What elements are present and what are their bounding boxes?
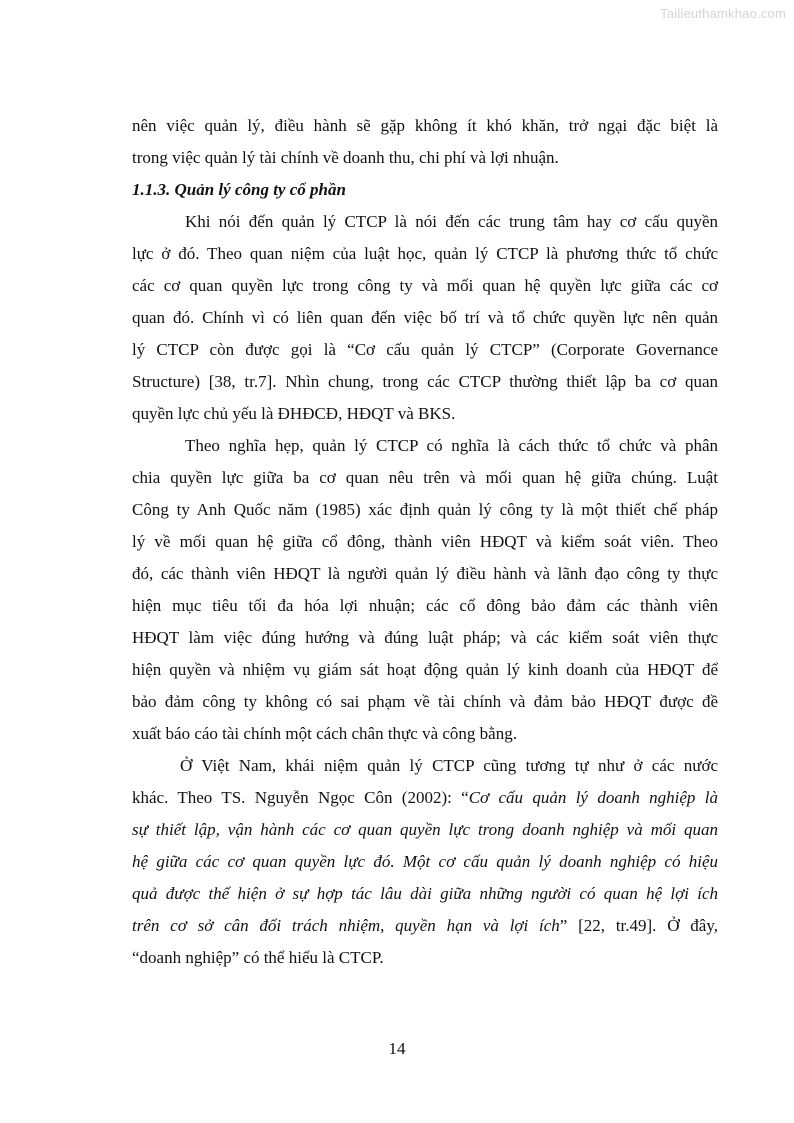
- paragraph-line: Theo nghĩa hẹp, quản lý CTCP có nghĩa là cách thức tổ chức và phân: [185, 436, 718, 455]
- page-number: 14: [388, 1039, 406, 1058]
- quote-line: hệ giữa các cơ quan quyền lực đó. Một cơ cấu quản lý doanh nghiệp có hiệu: [132, 852, 718, 871]
- paragraph-line: Ở Việt Nam, khái niệm quản lý CTCP cũng tương tự như ở các nước: [180, 756, 718, 775]
- paragraph-line: Công ty Anh Quốc năm (1985) xác định quản lý công ty là một thiết chế pháp: [132, 500, 718, 519]
- watermark: Tailieuthamkhao.com: [660, 6, 786, 21]
- intro-line-2: trong việc quản lý tài chính về doanh thu, chi phí và lợi nhuận.: [132, 148, 559, 167]
- quote-line: sự thiết lập, vận hành các cơ quan quyền lực trong doanh nghiệp và mối quan: [132, 820, 718, 839]
- paragraph-line: quan đó. Chính vì có liên quan đến việc bố trí và tổ chức quyền lực nên quản: [132, 308, 718, 327]
- paragraph-line: Khi nói đến quản lý CTCP là nói đến các trung tâm hay cơ cấu quyền: [185, 212, 718, 231]
- intro-line-1: nên việc quản lý, điều hành sẽ gặp không ít khó khăn, trở ngại đặc biệt là: [132, 116, 718, 135]
- paragraph-line: các cơ quan quyền lực trong công ty và mối quan hệ quyền lực giữa các cơ: [132, 276, 718, 295]
- paragraph-line: hiện mục tiêu tối đa hóa lợi nhuận; các cổ đông bảo đảm các thành viên: [132, 596, 718, 615]
- paragraph-line: quyền lực chủ yếu là ĐHĐCĐ, HĐQT và BKS.: [132, 404, 456, 423]
- paragraph-line: hiện quyền và nhiệm vụ giám sát hoạt động quản lý kinh doanh của HĐQT để: [132, 660, 718, 679]
- paragraph-line: HĐQT làm việc đúng hướng và đúng luật pháp; và các kiểm soát viên thực: [132, 628, 718, 647]
- paragraph-line: lực ở đó. Theo quan niệm của luật học, quản lý CTCP là phương thức tổ chức: [132, 244, 718, 263]
- paragraph-line-mixed: [132, 782, 718, 814]
- section-heading: 1.1.3. Quản lý công ty cổ phần: [132, 180, 346, 199]
- paragraph-line: lý CTCP còn được gọi là “Cơ cấu quản lý CTCP” (Corporate Governance: [132, 340, 718, 359]
- quote-text: trên cơ sở cân đối trách nhiệm, quyền hạn và lợi ích: [132, 916, 560, 935]
- paragraph-line: lý về mối quan hệ giữa cổ đông, thành viên HĐQT và kiểm soát viên. Theo: [132, 532, 718, 551]
- quote-text: Cơ cấu quản lý doanh nghiệp là: [468, 788, 718, 807]
- paragraph-line: chia quyền lực giữa ba cơ quan nêu trên và mối quan hệ giữa chúng. Luật: [132, 468, 718, 487]
- paragraph-line: “doanh nghiệp” có thể hiểu là CTCP.: [132, 948, 384, 967]
- paragraph-line: Structure) [38, tr.7]. Nhìn chung, trong các CTCP thường thiết lập ba cơ quan: [132, 372, 718, 391]
- paragraph-line: đó, các thành viên HĐQT là người quản lý điều hành và lãnh đạo công ty thực: [132, 564, 718, 583]
- plain-text: khác. Theo TS. Nguyễn Ngọc Côn (2002): “: [132, 788, 469, 807]
- citation-text: ” [22, tr.49]. Ở đây,: [559, 916, 718, 935]
- quote-line: quả được thể hiện ở sự hợp tác lâu dài giữa những người có quan hệ lợi ích: [132, 884, 718, 903]
- paragraph-line: bảo đảm công ty không có sai phạm về tài chính và đảm bảo HĐQT được đề: [132, 692, 718, 711]
- paragraph-line-mixed: [132, 910, 718, 942]
- paragraph-line: xuất báo cáo tài chính một cách chân thực và công bằng.: [132, 724, 517, 743]
